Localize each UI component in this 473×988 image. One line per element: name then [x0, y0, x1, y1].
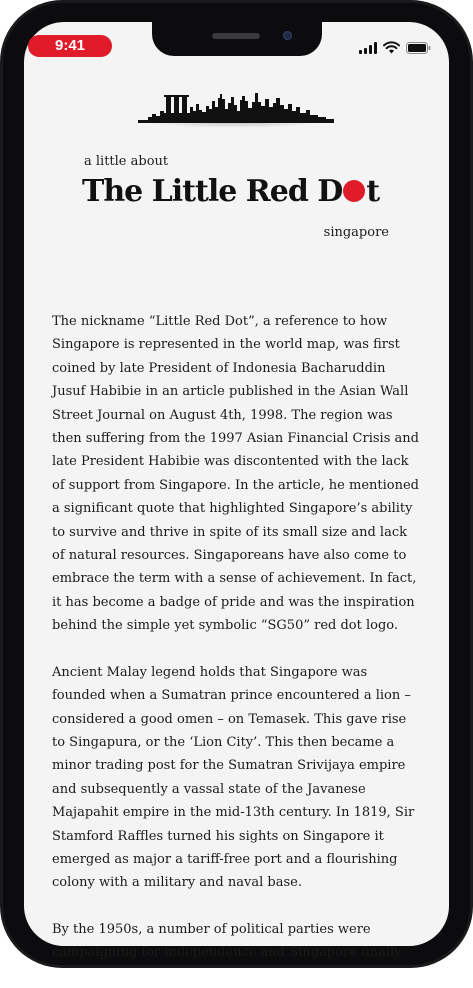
- article-body: [52, 310, 420, 988]
- front-camera: [283, 31, 292, 40]
- brand-title: [82, 174, 379, 209]
- speaker-grille: [212, 33, 260, 39]
- battery-icon: [406, 42, 431, 54]
- wifi-icon: [383, 42, 400, 54]
- app-screen[interactable]: [24, 22, 449, 961]
- cellular-signal-icon: [359, 42, 377, 54]
- singapore-skyline-icon: [138, 87, 334, 127]
- article-paragraph: By the 1950s, a number of political parties were campaigning for independence and Singapore finally: [52, 921, 402, 961]
- brand-kicker: a little about: [84, 154, 169, 169]
- red-dot-icon: [343, 180, 365, 202]
- status-icons: [359, 40, 431, 54]
- article-paragraph: Ancient Malay legend holds that Singapore was founded when a Sumatran prince encountered a lion – considered a good omen – on Temasek. This gave rise to Singapura, or the ‘Lion City’. This then became a minor trading post for the Sumatran Srivijaya empire and subsequently a vassal state of the Javanese Majapahit empire in the mid-13th century. In 1819, Sir Stamford Raffles turned his sights on Singapore it emerged as major a tariff-free port and a flourishing colony with a military and naval base.: [52, 664, 415, 891]
- status-time: 9:41: [28, 35, 112, 57]
- brand-subtitle: singapore: [323, 225, 389, 240]
- brand-title-end: t: [366, 174, 380, 209]
- article-paragraph: The nickname “Little Red Dot”, a reference to how Singapore is represented in the world map, was first coined by late President of Indonesia Bacharuddin Jusuf Habibie in an article published in the Asian Wall Street Journal on August 4th, 1998. The region was then suffering from the 1997 Asian Financial Crisis and late President Habibie was discontented with the lack of support from Singapore. In the article, he mentioned a significant quote that highlighted Singapore’s ability to survive and thrive in spite of its small size and lack of natural resources. Singaporeans have also come to embrace the term with a sense of achievement. In fact, it has become a badge of pride and was the inspiration behind the simple yet symbolic “SG50” red dot logo.: [52, 314, 419, 634]
- brand-title-start: The Little Red D: [82, 174, 343, 209]
- device-notch: [152, 22, 322, 56]
